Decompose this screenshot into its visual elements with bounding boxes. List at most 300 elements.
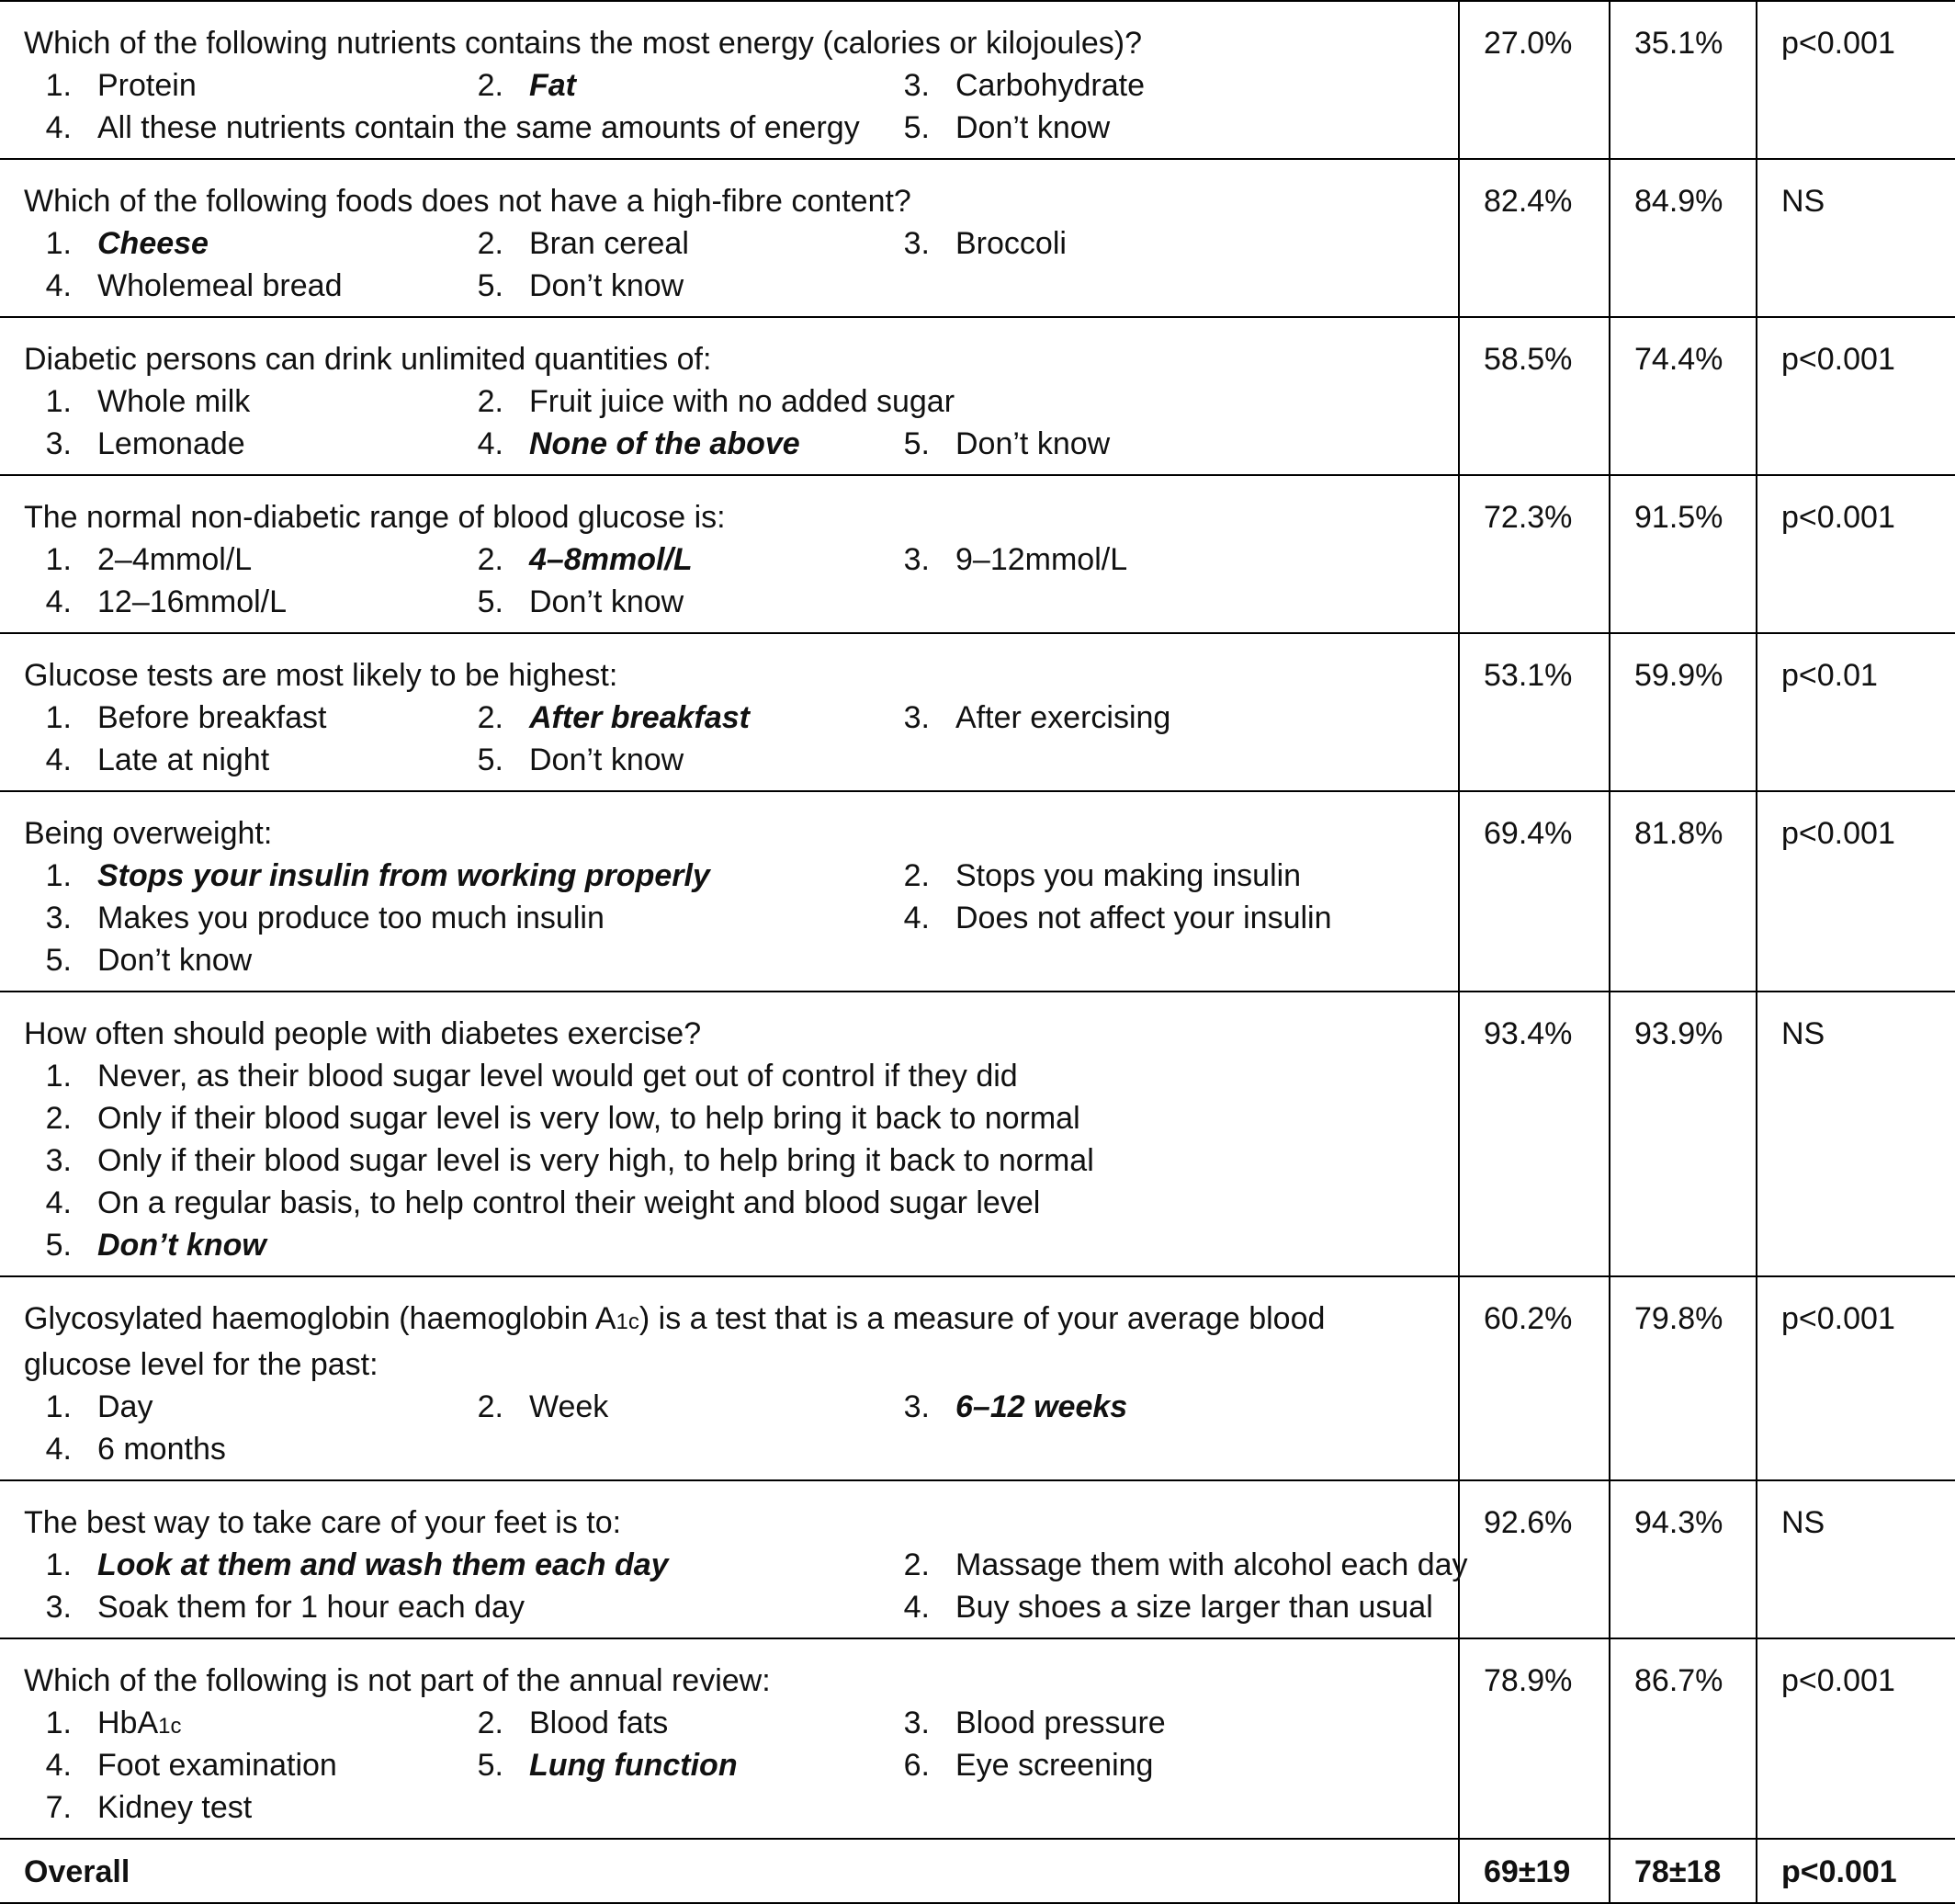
option-text <box>97 700 326 735</box>
option-row <box>24 939 1434 981</box>
p-value: p<0.001 <box>1781 1663 1895 1698</box>
answer-option <box>24 1428 226 1470</box>
pre-score-cell <box>1459 475 1610 633</box>
correct-answer-option <box>24 855 710 897</box>
answer-option <box>882 1744 1153 1786</box>
option-text <box>529 1706 668 1740</box>
option-label: Bran cereal <box>529 226 689 261</box>
option-label: Don’t know <box>529 584 684 619</box>
answer-option <box>24 697 326 739</box>
option-label: After breakfast <box>529 700 750 735</box>
option-number: 5. <box>477 1748 503 1783</box>
option-number: 2. <box>903 858 930 893</box>
option-number: 1. <box>45 384 72 419</box>
option-row <box>24 581 1434 623</box>
option-text <box>97 1143 1094 1178</box>
pre-score-cell <box>1459 1276 1610 1480</box>
answer-option <box>24 1139 1094 1182</box>
question-text: The normal non-diabetic range of blood glucose is: <box>24 500 726 535</box>
correct-answer-option <box>456 64 576 107</box>
option-number: 4. <box>45 1748 72 1783</box>
option-text <box>529 584 684 619</box>
correct-answer-option <box>882 1386 1127 1428</box>
option-text <box>955 901 1332 935</box>
post-score-cell <box>1610 1276 1757 1480</box>
pre-score: 58.5% <box>1484 342 1573 377</box>
option-label: Stops your insulin from working properly <box>97 858 710 893</box>
option-number: 4. <box>45 268 72 303</box>
option-label: Don’t know <box>97 1228 266 1263</box>
question-text-part: ) is a test that is a measure of your average blood glucose level for the past: <box>24 1301 1326 1382</box>
answer-option <box>882 423 1110 465</box>
pre-score-cell <box>1459 791 1610 992</box>
option-label: 12–16mmol/L <box>97 584 288 619</box>
option-text <box>97 943 252 978</box>
question-text <box>24 1298 1434 1386</box>
option-number: 3. <box>903 1389 930 1424</box>
option-text <box>97 426 245 461</box>
option-row <box>24 222 1434 265</box>
correct-answer-option <box>24 222 209 265</box>
option-label: Only if their blood sugar level is very high, to help bring it back to normal <box>97 1143 1094 1178</box>
option-number: 1. <box>45 68 72 103</box>
option-label: Look at them and wash them each day <box>97 1547 669 1582</box>
option-label: 6–12 weeks <box>955 1389 1128 1424</box>
question-row <box>0 1480 1955 1638</box>
p-value-cell <box>1757 317 1955 475</box>
option-row <box>24 1182 1434 1224</box>
p-value: p<0.001 <box>1781 342 1895 377</box>
option-text <box>955 1706 1166 1740</box>
answer-option <box>456 739 684 781</box>
option-number: 2. <box>477 1706 503 1740</box>
p-value: NS <box>1781 1505 1825 1540</box>
question-content <box>0 992 1458 1275</box>
option-label: Eye screening <box>955 1748 1154 1783</box>
question-cell <box>0 159 1459 317</box>
option-text <box>955 426 1110 461</box>
option-row <box>24 265 1434 307</box>
option-text <box>955 1389 1127 1424</box>
option-number: 1. <box>45 700 72 735</box>
option-text <box>97 110 860 145</box>
correct-answer-option <box>456 697 750 739</box>
post-score: 94.3% <box>1634 1505 1723 1540</box>
option-number: 3. <box>45 426 72 461</box>
question-cell <box>0 475 1459 633</box>
option-text <box>529 268 684 303</box>
question-content <box>0 792 1458 991</box>
option-label: On a regular basis, to help control their weight and blood sugar level <box>97 1185 1041 1220</box>
table-body <box>0 1 1955 1839</box>
option-number: 3. <box>45 901 72 935</box>
option-number: 2. <box>477 68 503 103</box>
option-label: Makes you produce too much insulin <box>97 901 605 935</box>
option-text <box>955 858 1301 893</box>
overall-post-value: 78±18 <box>1634 1854 1722 1889</box>
question-cell <box>0 1 1459 159</box>
question-text: Which of the following is not part of the annual review: <box>24 1663 771 1698</box>
option-text <box>529 742 684 777</box>
post-score: 79.8% <box>1634 1301 1723 1336</box>
option-number: 1. <box>45 858 72 893</box>
option-text <box>955 226 1067 261</box>
option-text <box>97 384 250 419</box>
post-score-cell <box>1610 633 1757 791</box>
post-score: 74.4% <box>1634 342 1723 377</box>
answer-option <box>24 1586 525 1628</box>
answer-option <box>24 1097 1080 1139</box>
answer-option <box>24 581 287 623</box>
question-content <box>0 160 1458 316</box>
post-score: 81.8% <box>1634 816 1723 851</box>
option-number: 3. <box>903 1706 930 1740</box>
option-number: 2. <box>477 1389 503 1424</box>
option-text <box>955 68 1145 103</box>
answer-option <box>24 265 342 307</box>
option-label: Whole milk <box>97 384 251 419</box>
overall-label: Overall <box>24 1854 130 1889</box>
question-text: The best way to take care of your feet is to: <box>24 1505 622 1540</box>
option-number: 7. <box>45 1790 72 1825</box>
option-label: Don’t know <box>529 268 684 303</box>
option-text <box>97 1389 153 1424</box>
option-number: 4. <box>45 742 72 777</box>
question-row <box>0 1276 1955 1480</box>
option-label: Don’t know <box>529 742 684 777</box>
option-label: Buy shoes a size larger than usual <box>955 1590 1433 1625</box>
option-number: 1. <box>45 1547 72 1582</box>
overall-post-cell <box>1610 1839 1757 1903</box>
option-label: 6 months <box>97 1432 226 1467</box>
option-text <box>97 268 342 303</box>
option-label: 4–8mmol/L <box>529 542 693 577</box>
pre-score: 69.4% <box>1484 816 1573 851</box>
answer-option <box>24 897 605 939</box>
correct-answer-option <box>456 423 800 465</box>
answer-option <box>24 380 250 423</box>
option-label: Stops you making insulin <box>955 858 1302 893</box>
option-label: All these nutrients contain the same amounts of energy <box>97 110 860 145</box>
question-content <box>0 476 1458 632</box>
option-number: 2. <box>477 384 503 419</box>
option-number: 3. <box>903 226 930 261</box>
option-text <box>529 1748 738 1783</box>
option-row <box>24 1224 1434 1266</box>
answer-option <box>24 1786 252 1829</box>
question-row <box>0 791 1955 992</box>
option-text <box>97 1101 1080 1136</box>
question-text: Glucose tests are most likely to be highest: <box>24 658 618 693</box>
p-value-cell <box>1757 159 1955 317</box>
option-number: 4. <box>903 901 930 935</box>
option-text <box>97 742 269 777</box>
p-value: p<0.001 <box>1781 26 1895 61</box>
option-text <box>97 1790 252 1825</box>
option-row <box>24 897 1434 939</box>
pre-score: 92.6% <box>1484 1505 1573 1540</box>
answer-option <box>882 538 1127 581</box>
answer-option <box>456 380 955 423</box>
pre-score-cell <box>1459 1638 1610 1839</box>
pre-score-cell <box>1459 317 1610 475</box>
option-number: 5. <box>45 943 72 978</box>
question-row <box>0 633 1955 791</box>
option-row <box>24 1744 1434 1786</box>
option-label: HbA <box>97 1706 159 1740</box>
overall-pre-cell <box>1459 1839 1610 1903</box>
option-label: Soak them for 1 hour each day <box>97 1590 525 1625</box>
option-text <box>97 1748 337 1783</box>
question-content <box>0 634 1458 790</box>
p-value: p<0.01 <box>1781 658 1878 693</box>
option-label: Lemonade <box>97 426 245 461</box>
option-row <box>24 538 1434 581</box>
pre-score: 27.0% <box>1484 26 1573 61</box>
post-score-cell <box>1610 475 1757 633</box>
answer-option <box>456 581 684 623</box>
option-label: Late at night <box>97 742 270 777</box>
answer-option <box>882 64 1145 107</box>
post-score-cell <box>1610 1638 1757 1839</box>
option-label: Fruit juice with no added sugar <box>529 384 955 419</box>
answer-option <box>882 1702 1166 1744</box>
p-value-cell <box>1757 1276 1955 1480</box>
option-number: 3. <box>903 542 930 577</box>
option-label: Massage them with alcohol each day <box>955 1547 1468 1582</box>
p-value: NS <box>1781 184 1825 219</box>
option-text <box>955 110 1110 145</box>
question-cell <box>0 992 1459 1276</box>
option-label: Week <box>529 1389 609 1424</box>
option-text <box>97 858 710 893</box>
option-number: 1. <box>45 1389 72 1424</box>
option-number: 5. <box>903 110 930 145</box>
option-label: Fat <box>529 68 576 103</box>
pre-score-cell <box>1459 159 1610 317</box>
question-row <box>0 1 1955 159</box>
answer-option <box>24 1386 153 1428</box>
option-label: Don’t know <box>97 943 253 978</box>
p-value-cell <box>1757 475 1955 633</box>
question-content <box>0 318 1458 474</box>
answer-option <box>24 1182 1040 1224</box>
p-value-cell <box>1757 992 1955 1276</box>
option-text <box>955 1547 1468 1582</box>
overall-row <box>0 1839 1955 1903</box>
option-number: 3. <box>903 700 930 735</box>
option-row <box>24 1544 1468 1586</box>
option-row <box>24 1702 1434 1744</box>
option-row <box>24 1386 1434 1428</box>
p-value-cell <box>1757 791 1955 992</box>
pre-score-cell <box>1459 1 1610 159</box>
option-text <box>529 542 693 577</box>
question-row <box>0 317 1955 475</box>
option-text <box>97 1432 226 1467</box>
p-value: p<0.001 <box>1781 500 1895 535</box>
option-label: None of the above <box>529 426 800 461</box>
answer-option <box>882 107 1110 149</box>
option-number: 1. <box>45 1706 72 1740</box>
option-number: 1. <box>45 542 72 577</box>
post-score: 35.1% <box>1634 26 1723 61</box>
option-text <box>97 226 209 261</box>
post-score-cell <box>1610 1 1757 159</box>
option-row <box>24 1586 1434 1628</box>
option-label: Protein <box>97 68 197 103</box>
question-cell <box>0 317 1459 475</box>
option-number: 4. <box>45 1432 72 1467</box>
option-label: Lung function <box>529 1748 738 1783</box>
question-cell <box>0 1276 1459 1480</box>
option-number: 2. <box>903 1547 930 1582</box>
option-text <box>529 68 576 103</box>
option-row <box>24 1139 1434 1182</box>
pre-score: 60.2% <box>1484 1301 1573 1336</box>
option-number: 5. <box>477 742 503 777</box>
option-text <box>97 1706 182 1740</box>
p-value: p<0.001 <box>1781 816 1895 851</box>
option-row <box>24 1097 1434 1139</box>
post-score: 91.5% <box>1634 500 1723 535</box>
option-text <box>97 1228 266 1263</box>
option-label: After exercising <box>955 700 1171 735</box>
question-content <box>0 2 1458 158</box>
option-text <box>97 901 605 935</box>
option-label: Blood fats <box>529 1706 669 1740</box>
p-value-cell <box>1757 1480 1955 1638</box>
option-number: 4. <box>45 1185 72 1220</box>
post-score-cell <box>1610 317 1757 475</box>
option-label: Does not affect your insulin <box>955 901 1332 935</box>
answer-option <box>882 697 1170 739</box>
option-row <box>24 855 1434 897</box>
option-label: Blood pressure <box>955 1706 1166 1740</box>
correct-answer-option <box>456 538 693 581</box>
pre-score-cell <box>1459 992 1610 1276</box>
option-number: 5. <box>45 1228 72 1263</box>
question-text: Diabetic persons can drink unlimited quantities of: <box>24 342 712 377</box>
option-text <box>955 542 1127 577</box>
option-text <box>97 1590 525 1625</box>
subscript-text: 1c <box>158 1714 182 1739</box>
option-number: 1. <box>45 1059 72 1094</box>
option-row <box>24 64 1434 107</box>
answer-option <box>24 739 269 781</box>
answer-option <box>882 222 1067 265</box>
p-value-cell <box>1757 1638 1955 1839</box>
option-text <box>529 1389 608 1424</box>
question-text: How often should people with diabetes exercise? <box>24 1016 702 1051</box>
pre-score: 93.4% <box>1484 1016 1573 1051</box>
question-content <box>0 1481 1468 1638</box>
option-label: Wholemeal bread <box>97 268 343 303</box>
option-label: Before breakfast <box>97 700 327 735</box>
option-number: 6. <box>903 1748 930 1783</box>
option-row <box>24 1786 1434 1829</box>
option-label: Cheese <box>97 226 209 261</box>
pre-score: 72.3% <box>1484 500 1573 535</box>
pre-score: 53.1% <box>1484 658 1573 693</box>
post-score-cell <box>1610 159 1757 317</box>
option-label: Never, as their blood sugar level would get out of control if they did <box>97 1059 1018 1094</box>
option-row <box>24 697 1434 739</box>
answer-option <box>456 1702 668 1744</box>
question-row <box>0 159 1955 317</box>
option-label: 2–4mmol/L <box>97 542 253 577</box>
p-value-cell <box>1757 1 1955 159</box>
option-label: Carbohydrate <box>955 68 1146 103</box>
correct-answer-option <box>24 1544 669 1586</box>
answer-option <box>456 265 684 307</box>
option-label: Broccoli <box>955 226 1067 261</box>
option-number: 4. <box>45 110 72 145</box>
option-text <box>955 1590 1433 1625</box>
option-number: 4. <box>477 426 503 461</box>
question-cell <box>0 1638 1459 1839</box>
option-number: 2. <box>45 1101 72 1136</box>
overall-label-cell <box>0 1839 1459 1903</box>
option-row <box>24 380 1434 423</box>
question-cell <box>0 1480 1468 1638</box>
option-number: 1. <box>45 226 72 261</box>
option-row <box>24 423 1434 465</box>
option-number: 5. <box>903 426 930 461</box>
question-content <box>0 1277 1458 1479</box>
post-score-cell <box>1610 1480 1757 1638</box>
post-score: 86.7% <box>1634 1663 1723 1698</box>
overall-p-cell <box>1757 1839 1955 1903</box>
post-score: 84.9% <box>1634 184 1723 219</box>
option-text <box>955 700 1170 735</box>
option-text <box>955 1748 1153 1783</box>
option-number: 4. <box>903 1590 930 1625</box>
option-row <box>24 1428 1434 1470</box>
option-label: Only if their blood sugar level is very low, to help bring it back to normal <box>97 1101 1080 1136</box>
post-score-cell <box>1610 791 1757 992</box>
overall-p-value: p<0.001 <box>1781 1854 1897 1889</box>
option-number: 3. <box>45 1143 72 1178</box>
option-row <box>24 739 1434 781</box>
post-score-cell <box>1610 992 1757 1276</box>
option-number: 5. <box>477 268 503 303</box>
option-number: 4. <box>45 584 72 619</box>
option-text <box>97 584 287 619</box>
option-label: Foot examination <box>97 1748 337 1783</box>
option-text <box>97 542 252 577</box>
p-value: p<0.001 <box>1781 1301 1895 1336</box>
pre-score: 82.4% <box>1484 184 1573 219</box>
answer-option <box>456 1386 608 1428</box>
answer-option <box>24 1055 1018 1097</box>
answer-option <box>24 1744 337 1786</box>
post-score: 93.9% <box>1634 1016 1723 1051</box>
option-row <box>24 107 1434 149</box>
question-cell <box>0 633 1459 791</box>
option-text <box>529 226 689 261</box>
option-text <box>529 384 955 419</box>
pre-score: 78.9% <box>1484 1663 1573 1698</box>
option-text <box>529 426 800 461</box>
option-row <box>24 1055 1434 1097</box>
answer-option <box>456 222 689 265</box>
option-number: 3. <box>903 68 930 103</box>
option-text <box>97 1185 1040 1220</box>
question-row <box>0 992 1955 1276</box>
option-number: 2. <box>477 700 503 735</box>
question-cell <box>0 791 1459 992</box>
